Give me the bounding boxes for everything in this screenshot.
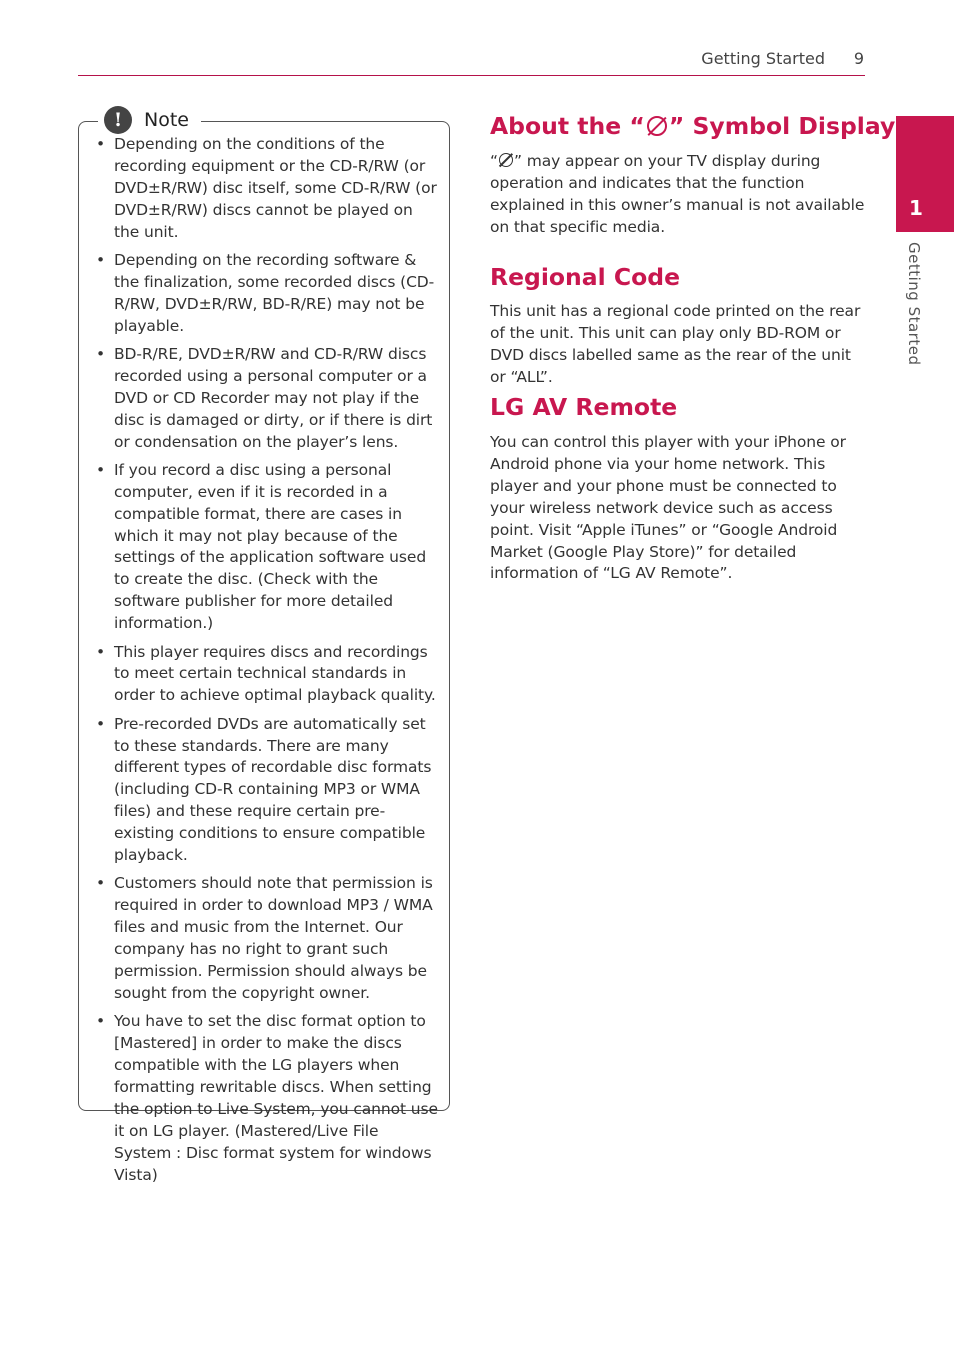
header-section-title: Getting Started: [701, 49, 825, 68]
prohibited-symbol-icon: [647, 116, 667, 136]
regional-code-heading: Regional Code: [490, 263, 681, 291]
header-divider: [78, 75, 865, 76]
note-title: Note: [144, 109, 189, 131]
note-item: • Depending on the conditions of the recording equipment or the CD-R/RW (or DVD±R/RW) disc itself, some CD-R/RW (or DVD±R/RW) discs cannot be played on the unit.: [94, 134, 438, 244]
prohibited-symbol-icon: [499, 153, 513, 167]
note-item: • You have to set the disc format option to [Mastered] in order to make the discs compatible with the LG players when formatting rewritable discs. When setting the option to Live System, you cannot use it on LG player. (Mastered/Live File System : Disc format system for windows Vista): [94, 1011, 438, 1186]
chapter-label: Getting Started: [905, 242, 923, 366]
lg-av-remote-heading: LG AV Remote: [490, 393, 678, 421]
note-list: [94, 134, 438, 1193]
symbol-display-body: [490, 151, 868, 239]
symbol-body-text: ” may appear on your TV display during operation and indicates that the function explained in this owner’s manual is not available on that specific media.: [490, 152, 865, 236]
exclamation-icon: !: [104, 106, 132, 134]
symbol-heading-start: About the “: [490, 112, 645, 140]
symbol-heading-end: ” Symbol Display: [668, 112, 896, 140]
note-item: • Pre-recorded DVDs are automatically set to these standards. There are many different types of recordable disc formats (including CD-R containing MP3 or WMA files) and these require certain pre-existing conditions to ensure compatible playback.: [94, 714, 438, 867]
page-number: 9: [853, 49, 864, 68]
symbol-body-open-quote: “: [490, 152, 498, 170]
note-item: • BD-R/RE, DVD±R/RW and CD-R/RW discs recorded using a personal computer or a DVD or CD Recorder may not play if the disc is damaged or dirty, or if there is dirt or condensation on the player’s lens.: [94, 344, 438, 454]
regional-code-body: This unit has a regional code printed on the rear of the unit. This unit can play only BD-ROM or DVD discs labelled same as the rear of the unit or “ALL”.: [490, 302, 861, 386]
note-header: [98, 104, 201, 136]
note-item: • If you record a disc using a personal computer, even if it is recorded in a compatible format, there are cases in which it may not play because of the settings of the application software used to create the disc. (Check with the software publisher for more detailed information.): [94, 460, 438, 635]
note-item: • Customers should note that permission is required in order to download MP3 / WMA files and music from the Internet. Our company has no right to grant such permission. Permission should always be sought from the copyright owner.: [94, 873, 438, 1004]
symbol-display-heading: [490, 112, 895, 140]
lg-av-remote-body: You can control this player with your iPhone or Android phone via your home network. This player and your phone must be connected to your wireless network device such as access point. Visit “Apple iTunes” or “Google Android Market (Google Play Store)” for detailed information of “LG AV Remote”.: [490, 433, 846, 583]
note-item: • Depending on the recording software & the finalization, some recorded discs (CD-R/RW, DVD±R/RW, BD-R/RE) may not be playable.: [94, 250, 438, 338]
note-item: • This player requires discs and recordings to meet certain technical standards in order to achieve optimal playback quality.: [94, 642, 438, 708]
chapter-number: 1: [909, 196, 923, 220]
